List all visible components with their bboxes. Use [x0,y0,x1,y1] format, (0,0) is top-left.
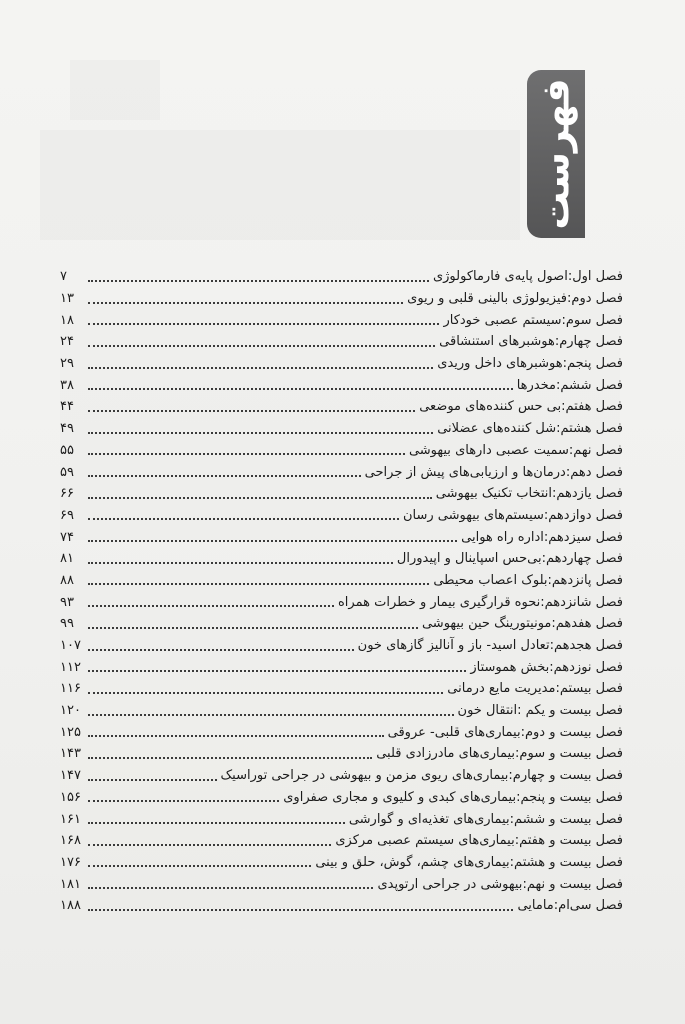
chapter-label: فصل یازدهم: [552,486,623,502]
page-number: ۱۷۶ [60,854,81,870]
page-number: ۲۹ [60,356,74,372]
toc-entry [60,461,623,483]
chapter-title: بلوک اعصاب محیطی [433,572,548,588]
page-number: ۹۹ [60,616,74,632]
page-number: ۱۸۱ [60,876,81,892]
toc-entry [60,374,623,396]
page-number: ۱۵۶ [60,789,81,805]
chapter-label: فصل چهاردهم: [541,551,623,567]
chapter-title: بی حس کننده‌های موضعی [419,399,562,415]
chapter-label: فصل بیست و ششم: [509,811,623,827]
toc-entry [60,873,623,895]
chapter-title: بخش هموستاز [470,659,550,675]
dot-leader [88,410,415,412]
dot-leader [88,388,513,390]
toc-entry [60,613,623,635]
chapter-title: درمان‌ها و ارزیابی‌های پیش از جراحی [364,464,566,480]
chapter-title: مخدرها [516,377,556,393]
chapter-title: بیماری‌های چشم، گوش، حلق و بینی [315,854,510,870]
chapter-title: تعادل اسید- باز و آنالیز گازهای خون [357,638,550,654]
toc-entry [60,353,623,375]
dot-leader [88,692,443,694]
dot-leader [88,909,513,911]
chapter-title: سیستم‌های بیهوشی رسان [402,507,544,523]
chapter-title: مامایی [517,898,554,914]
dot-leader [88,323,439,325]
page-number: ۷ [60,269,67,285]
dot-leader [88,757,372,759]
table-of-contents [60,266,623,917]
chapter-label: فصل سیزدهم: [543,529,623,545]
chapter-title: بیماری‌های ریوی مزمن و بیهوشی در جراحی توراسیک [220,768,509,784]
toc-entry [60,895,623,917]
page-number: ۸۸ [60,572,74,588]
dot-leader [88,627,418,629]
page-number: ۴۹ [60,421,74,437]
toc-entry [60,526,623,548]
page-number: ۱۲۵ [60,724,81,740]
chapter-label: فصل هشتم: [556,421,623,437]
chapter-label: فصل سی‌ام: [553,898,623,914]
toc-entry [60,635,623,657]
dot-leader [88,432,433,434]
bleed-through-box [70,60,160,120]
page-number: ۶۹ [60,507,74,523]
page-number: ۱۱۶ [60,681,81,697]
page-number: ۴۴ [60,399,74,415]
toc-entry [60,852,623,874]
chapter-title: فیزیولوژی بالینی قلبی و ریوی [407,291,568,307]
page-number: ۱۶۸ [60,833,81,849]
page-number: ۹۳ [60,594,74,610]
toc-entry [60,483,623,505]
chapter-title: هوشبرهای استنشاقی [439,334,555,350]
chapter-label: فصل هفدهم: [551,616,623,632]
chapter-label: فصل نوزدهم: [549,659,623,675]
toc-entry [60,743,623,765]
chapter-title: مدیریت مایع درمانی [447,681,556,697]
page-number: ۸۱ [60,551,74,567]
chapter-label: فصل پانزدهم: [547,572,623,588]
dot-leader [88,280,429,282]
chapter-title: بیماری‌های کبدی و کلیوی و مجاری صفراوی [283,789,517,805]
chapter-label: فصل اول: [567,269,623,285]
chapter-label: فصل هفتم: [561,399,623,415]
chapter-title: بیماری‌های تغذیه‌ای و گوارشی [348,811,510,827]
chapter-label: فصل دوازدهم: [543,507,623,523]
toc-entry [60,570,623,592]
dot-leader [88,670,466,672]
chapter-label: فصل بیست و چهارم: [508,768,623,784]
chapter-label: فصل دوم: [567,291,623,307]
dot-leader [88,518,399,520]
toc-entry [60,765,623,787]
dot-leader [88,453,405,455]
chapter-label: فصل بیست و یکم : [517,703,623,719]
chapter-label: فصل سوم: [561,312,623,328]
chapter-title: انتخاب تکنیک بیهوشی [435,486,552,502]
toc-heading-tab [527,70,585,238]
toc-entry [60,808,623,830]
dot-leader [88,302,403,304]
page-number: ۶۶ [60,486,74,502]
page-number: ۳۸ [60,377,74,393]
page-number: ۱۱۲ [60,659,81,675]
toc-entry [60,591,623,613]
dot-leader [88,649,354,651]
dot-leader [88,800,279,802]
toc-entry [60,787,623,809]
chapter-title: بیماری‌های مادرزادی قلبی [376,746,516,762]
page-number: ۱۴۷ [60,768,81,784]
dot-leader [88,887,373,889]
chapter-title: اصول پایه‌ی فارماکولوژی [432,269,568,285]
chapter-label: فصل بیست و هشتم: [509,854,623,870]
chapter-title: بیماری‌های سیستم عصبی مرکزی [335,833,515,849]
chapter-label: فصل بیست و پنجم: [516,789,623,805]
chapter-title: بی‌حس اسپاینال و اپیدورال [396,551,542,567]
bleed-through-band [40,130,520,240]
chapter-title: اداره راه هوایی [461,529,544,545]
dot-leader [88,865,311,867]
page-number: ۷۴ [60,529,74,545]
chapter-label: فصل ششم: [556,377,623,393]
page-number: ۱۸۸ [60,898,81,914]
dot-leader [88,822,345,824]
chapter-title: هوشبرهای داخل وریدی [437,356,563,372]
page-number: ۵۹ [60,464,74,480]
chapter-title: شل کننده‌های عضلانی [437,421,557,437]
dot-leader [88,714,454,716]
toc-entry [60,440,623,462]
dot-leader [88,779,217,781]
dot-leader [88,562,393,564]
dot-leader [88,540,457,542]
toc-entry [60,309,623,331]
chapter-label: فصل چهارم: [554,334,623,350]
toc-entry [60,700,623,722]
chapter-label: فصل بیست و هفتم: [514,833,623,849]
chapter-title: سمیت عصبی دارهای بیهوشی [408,442,569,458]
toc-entry [60,830,623,852]
chapter-title: نحوه قرارگیری بیمار و خطرات همراه [338,594,541,610]
toc-entry [60,656,623,678]
chapter-label: فصل شانزدهم: [540,594,623,610]
toc-entry [60,266,623,288]
page-number: ۱۰۷ [60,638,81,654]
dot-leader [88,367,433,369]
chapter-title: بیهوشی در جراحی ارتوپدی [377,876,523,892]
chapter-title: بیماری‌های قلبی- عروقی [387,724,521,740]
toc-entry [60,396,623,418]
chapter-label: فصل بیست و سوم: [515,746,623,762]
page-title: فهرست [534,78,579,230]
toc-entry [60,288,623,310]
toc-entry [60,548,623,570]
toc-entry [60,678,623,700]
chapter-title: انتقال خون [457,703,518,719]
page-number: ۲۴ [60,334,74,350]
page-number: ۱۳ [60,291,74,307]
toc-entry [60,721,623,743]
chapter-title: سیستم عصبی خودکار [443,312,562,328]
dot-leader [88,475,361,477]
chapter-label: فصل دهم: [565,464,623,480]
chapter-label: فصل نهم: [568,442,623,458]
page-number: ۱۶۱ [60,811,81,827]
page-number: ۱۴۳ [60,746,81,762]
page-number: ۵۵ [60,442,74,458]
toc-entry [60,505,623,527]
page-number: ۱۲۰ [60,703,81,719]
dot-leader [88,497,432,499]
chapter-label: فصل پنجم: [562,356,623,372]
chapter-label: فصل بیست و نهم: [522,876,623,892]
toc-entry [60,418,623,440]
dot-leader [88,583,429,585]
dot-leader [88,735,384,737]
dot-leader [88,605,334,607]
dot-leader [88,844,331,846]
chapter-label: فصل هجدهم: [549,638,623,654]
page-number: ۱۸ [60,312,74,328]
chapter-title: مونیتورینگ حین بیهوشی [421,616,552,632]
chapter-label: فصل بیستم: [555,681,623,697]
toc-entry [60,331,623,353]
dot-leader [88,345,435,347]
chapter-label: فصل بیست و دوم: [520,724,623,740]
